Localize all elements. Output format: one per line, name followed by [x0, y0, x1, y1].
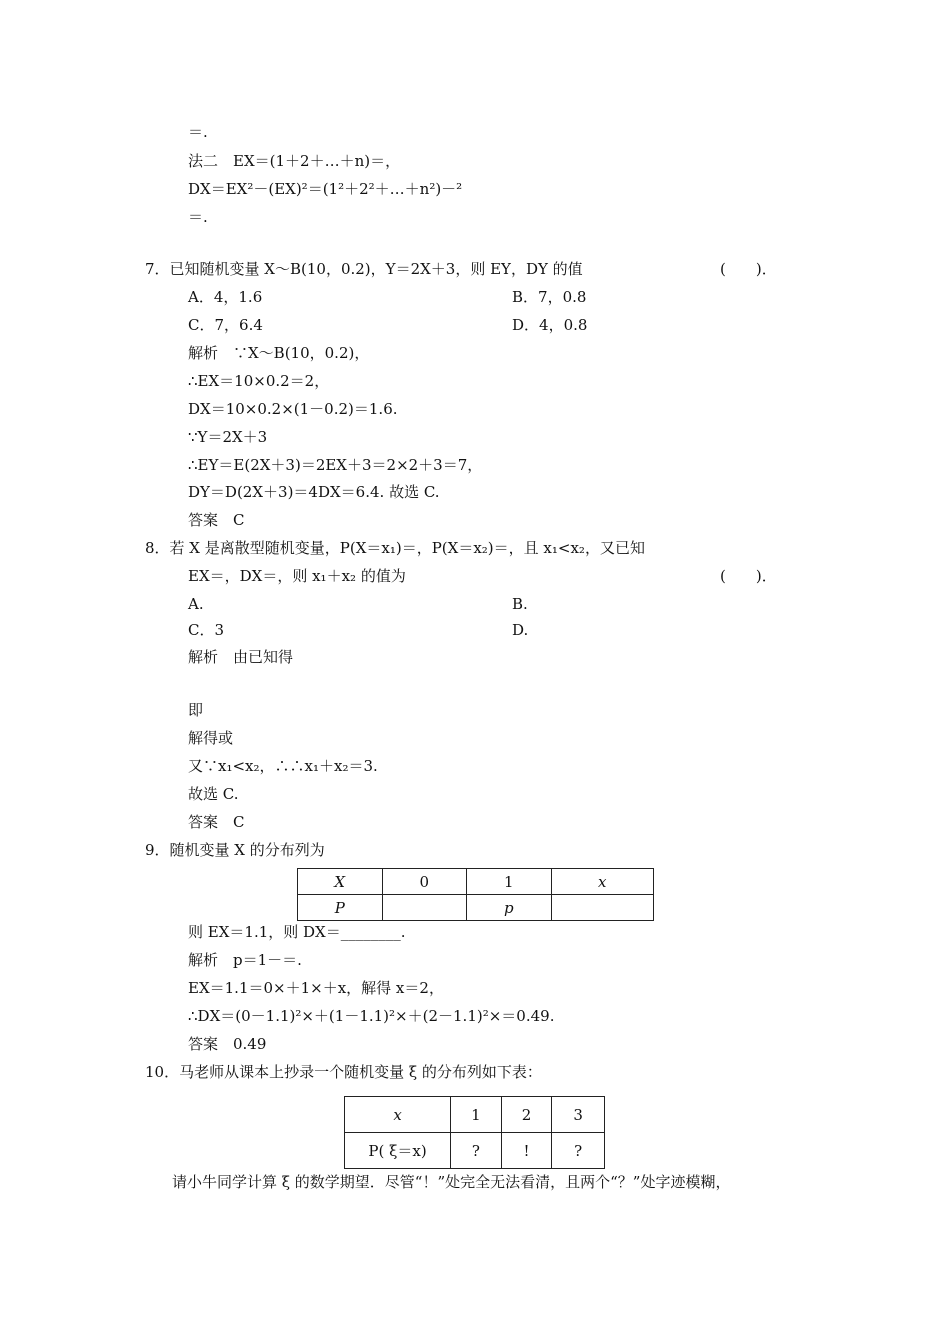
q8-analysis-1: 解析 由已知得 [188, 648, 294, 666]
prev-line-3: DX＝EX²－(EX)²＝(1²＋2²＋…＋n²)－² [188, 180, 463, 198]
table-cell: 1 [467, 869, 552, 895]
table-row [298, 869, 654, 895]
table-cell: ! [501, 1133, 552, 1169]
table-cell: P [298, 895, 383, 921]
q8-analysis-2: 即 [188, 701, 204, 719]
q8-option-c: C．3 [188, 621, 225, 639]
q7-analysis-3: DX＝10×0.2×(1－0.2)＝1.6. [188, 400, 398, 418]
table-cell: 2 [501, 1097, 552, 1133]
q9-analysis-3: ∴DX＝(0－1.1)²×＋(1－1.1)²×＋(2－1.1)²×＝0.49. [188, 1007, 555, 1025]
q7-analysis-4: ∵Y＝2X＋3 [188, 428, 268, 446]
q7-stem: 7．已知随机变量 X～B(10，0.2)，Y＝2X＋3，则 EY，DY 的值 [145, 260, 583, 278]
q7-option-c: C．7，6.4 [188, 316, 263, 334]
q7-answer: 答案 C [188, 511, 245, 529]
table-cell: 0 [382, 869, 467, 895]
q8-option-d: D. [512, 621, 529, 639]
table-row [298, 895, 654, 921]
table-cell: 3 [552, 1097, 605, 1133]
q7-option-b: B．7，0.8 [512, 288, 587, 306]
table-cell: ? [552, 1133, 605, 1169]
prev-line-4: ＝. [188, 208, 208, 226]
q7-answer-paren: ( )． [720, 260, 777, 278]
q7-analysis-1: 解析 ∵X～B(10，0.2)， [188, 344, 370, 362]
q8-stem-2: EX＝，DX＝，则 x₁＋x₂ 的值为 [188, 567, 406, 585]
q9-answer: 答案 0.49 [188, 1035, 267, 1053]
q7-analysis-2: ∴EX＝10×0.2＝2， [188, 372, 330, 390]
q9-analysis-2: EX＝1.1＝0×＋1×＋x，解得 x＝2， [188, 979, 444, 997]
table-cell: x [345, 1097, 451, 1133]
table-row [345, 1133, 605, 1169]
q8-stem-1: 8．若 X 是离散型随机变量，P(X＝x₁)＝，P(X＝x₂)＝，且 x₁<x₂，又已知 [145, 539, 645, 557]
table-cell [382, 895, 467, 921]
table-cell: X [298, 869, 383, 895]
q8-answer: 答案 C [188, 813, 245, 831]
q9-distribution-table [297, 868, 654, 921]
q8-answer-paren: ( )． [720, 567, 777, 585]
q8-option-a: A. [188, 595, 204, 613]
table-cell: 1 [451, 1097, 502, 1133]
q10-distribution-table [344, 1096, 605, 1169]
q9-stem: 9．随机变量 X 的分布列为 [145, 841, 325, 859]
table-row [345, 1097, 605, 1133]
table-cell: P( ξ＝x) [345, 1133, 451, 1169]
table-cell [551, 895, 653, 921]
q8-analysis-3: 解得或 [188, 729, 234, 747]
table-cell: ? [451, 1133, 502, 1169]
q10-stem: 10．马老师从课本上抄录一个随机变量 ξ 的分布列如下表： [145, 1063, 542, 1081]
table-cell: x [551, 869, 653, 895]
q7-option-a: A．4，1.6 [188, 288, 263, 306]
q8-analysis-4: 又∵x₁<x₂，∴∴x₁＋x₂＝3. [188, 757, 378, 775]
q8-option-b: B. [512, 595, 528, 613]
q9-analysis-1: 解析 p＝1－＝. [188, 951, 302, 969]
q9-question: 则 EX＝1.1，则 DX＝________. [188, 923, 406, 941]
q7-analysis-5: ∴EY＝E(2X＋3)＝2EX＋3＝2×2＋3＝7， [188, 456, 483, 474]
table-cell: p [467, 895, 552, 921]
q7-analysis-6: DY＝D(2X＋3)＝4DX＝6.4. 故选 C. [188, 483, 440, 501]
q10-continuation: 请小牛同学计算 ξ 的数学期望．尽管“！”处完全无法看清，且两个“？”处字迹模糊， [172, 1173, 731, 1191]
q7-option-d: D．4，0.8 [512, 316, 588, 334]
prev-line-2: 法二 EX＝(1＋2＋…＋n)＝， [188, 152, 401, 170]
prev-line-1: ＝. [188, 123, 208, 141]
q8-analysis-5: 故选 C. [188, 785, 239, 803]
